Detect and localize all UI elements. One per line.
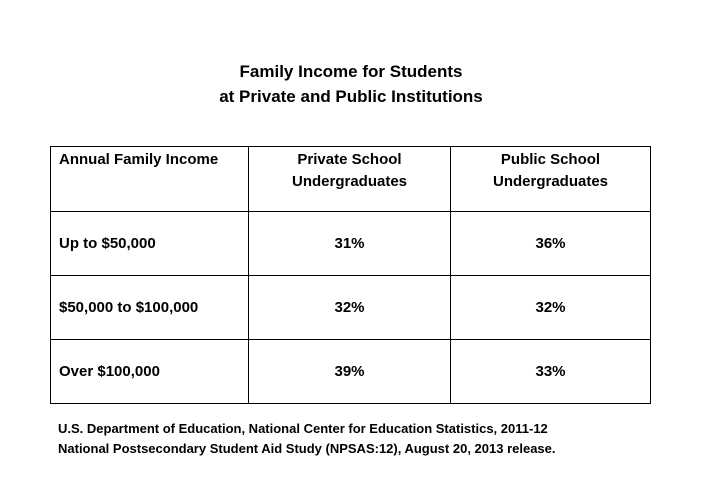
table-row xyxy=(51,340,651,404)
income-bracket-cell: $50,000 to $100,000 xyxy=(51,276,249,340)
source-citation xyxy=(58,419,556,459)
header-private-line-1: Private School xyxy=(297,151,402,168)
header-public-line-2: Undergraduates xyxy=(492,173,609,190)
header-public-line-1: Public School xyxy=(500,151,601,168)
header-private-school xyxy=(249,147,451,212)
document-title xyxy=(0,59,702,109)
private-value-cell: 31% xyxy=(249,212,451,276)
public-value-cell: 32% xyxy=(451,276,651,340)
income-bracket-cell: Up to $50,000 xyxy=(51,212,249,276)
public-value-cell: 33% xyxy=(451,340,651,404)
source-line-2: National Postsecondary Student Aid Study (NPSAS:12), August 20, 2013 release. xyxy=(58,441,556,456)
private-value-cell: 39% xyxy=(249,340,451,404)
header-annual-family-income: Annual Family Income xyxy=(51,147,249,212)
public-value-cell: 36% xyxy=(451,212,651,276)
header-public-school xyxy=(451,147,651,212)
income-bracket-cell: Over $100,000 xyxy=(51,340,249,404)
table-row xyxy=(51,212,651,276)
header-private-line-2: Undergraduates xyxy=(291,173,408,190)
income-table xyxy=(50,146,651,404)
title-line-1: Family Income for Students xyxy=(239,62,463,81)
title-line-2: at Private and Public Institutions xyxy=(219,87,483,106)
table-header-row xyxy=(51,147,651,212)
private-value-cell: 32% xyxy=(249,276,451,340)
table-row xyxy=(51,276,651,340)
source-line-1: U.S. Department of Education, National Center for Education Statistics, 2011-12 xyxy=(58,421,548,436)
